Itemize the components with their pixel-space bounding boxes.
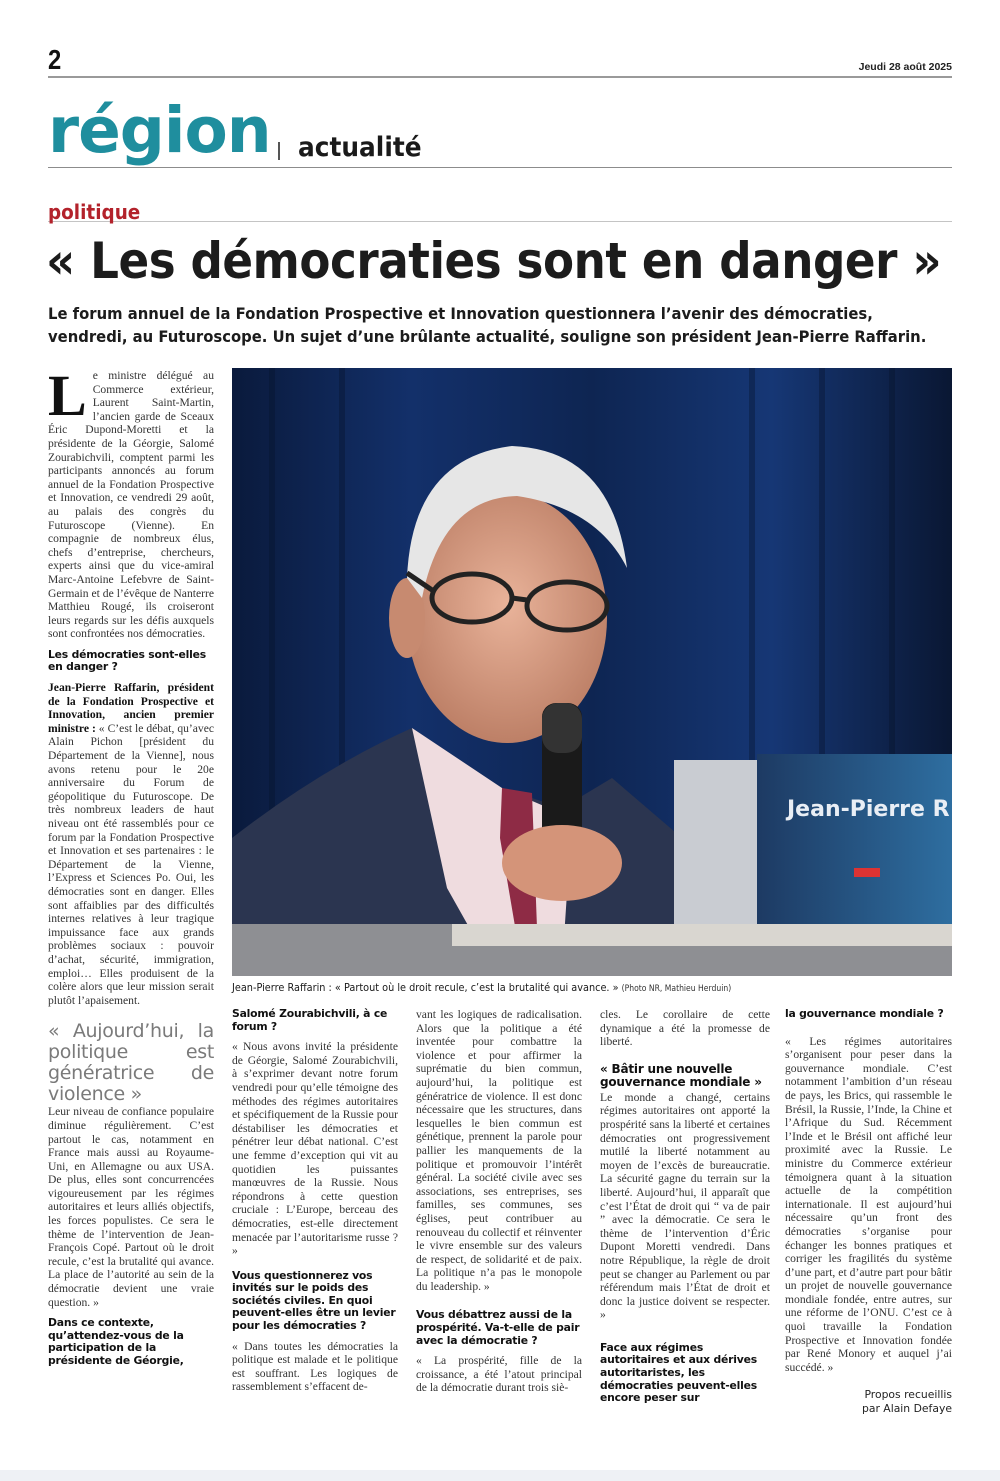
answer-4-part-2: cles. Le corollaire de cette dynamique a été la promesse de liberté. [600,1008,770,1049]
answer-3-part-2: vant les logiques de radicalisation. Alors que la politique a été inventée pour combattre la violence et pour affirmer la suprématie du bien commun, aujourd’hui, la politique est génératrice de violence. Il est donc nécessaire que les structures, dans lesquelles le bien commun est génétique, prennent la parole pour pallier les manquements de la politique et promouvoir l’intérêt général. La société civile avec ses associations, ses entreprises, ses familles, ses communes, ses églises, peut contribuer au renouveau du collectif et réinventer le vivre ensemble sur des valeurs de respect, de solidarité et de paix. La politique n’a pas le monopole du leadership. » [416,1008,582,1293]
answer-5: « Les régimes autoritaires s’organisent pour peser dans la gouvernance mondiale. C’est notamment l’ambition d’un réseau de pays, les Brics, qui rassemble le Brésil, la Russie, l’Inde, la Chine et l’Afrique du Sud. Récemment l’Inde et le Brésil ont affiché leur proximité avec la Russie. Le ministre du Commerce extérieur témoignera quant à la situation actuelle de la compétition internationale. Il est aujourd’hui nécessaire qu’un front des démocraties s’organise pour échanger les bonnes pratiques et corriger les fragilités du système d’une part, et d’autre part pour bâtir un projet de nouvelle gouvernance mondiale fondée, entre autres, sur une réforme de l’ONU. C’est ce à quoi travaille la Fondation Prospective et Innovation fondée par René Monory et auquel j’ai succédé. » [785,1034,952,1374]
question-5-part-2: la gouvernance mondiale ? [785,1007,944,1020]
pull-quote: « Aujourd’hui, la politique est génératrice de violence » [48,1020,214,1106]
column-5 [785,1008,952,1416]
page-folio [48,44,952,78]
question-2-part-2: Salomé Zourabichvili, à ce forum ? [232,1007,388,1033]
column-4 [600,1008,770,1412]
question-2-part-1: Dans ce contexte, qu’attendez-vous de la participation de la présidente de Géorgie, [48,1316,184,1367]
byline-line-1: Propos recueillis [864,1388,952,1402]
drop-cap: L [48,363,87,428]
answer-1-continued: Leur niveau de confiance populaire diminue régulièrement. C’est partout le cas, notamment en France mais aussi au Royaume-Uni, en Allemagne ou aux USA. De plus, elles sont concurrencées vigoureusement par les régimes autoritaires et leurs alliés objectifs, les forces populistes. Ce sera le thème de l’intervention de Jean-François Copé. Partout où le droit recule, c’est la brutalité qui avance. La place de l’autorité au sein de la démocratie devient une vraie question. » [48,1105,214,1309]
issue-date: Jeudi 28 août 2025 [858,61,952,73]
article-kicker: politique [48,200,141,224]
kicker-row [48,200,952,222]
byline-author: par Alain Defaye [861,1402,952,1416]
article-intro: Le ministre délégué au Commerce extérieur, Laurent Saint-Martin, l’ancien garde de Sceaux Éric Dupond-Moretti et la présidente de la Géorgie, Salomé Zourabichvili, comptent parmi les participants annoncés au forum annuel de la Fondation Prospective et Innovation, ce vendredi 29 août, au palais des congrès du Futuroscope (Vienne). En compagnie de nombreux élus, chefs d’entreprise, chercheurs, experts ainsi que du vice-amiral Marc-Antoine Lefebvre de Saint-Germain et de l’évêque de Nanterre Matthieu Rougé, ils croiseront leurs regards sur les défis auxquels sont confrontées nos démocraties. [48,363,214,641]
section-subrubric: actualité [298,132,422,163]
column-1 [48,363,215,1375]
svg-text:Jean-Pierre R: Jean-Pierre R [787,797,950,822]
intertitle: « Bâtir une nouvelle gouvernance mondiale » [600,1061,762,1089]
page-number: 2 [48,44,62,75]
question-4: Vous débattrez aussi de la prospérité. Va-t-elle de pair avec la démocratie ? [416,1308,580,1347]
column-3 [416,1008,582,1395]
answer-2: « Nous avons invité la présidente de Géorgie, Salomé Zourabichvili, à s’exprimer devant notre forum vendredi pour qu’elle témoigne des méthodes des régimes autoritaires et spécifiquement de la Russie pour déstabiliser les démocraties et pénétrer leur débat national. C’est une femme d’exception qui vit au quotidien les puissantes manœuvres de la Russie. Nous répondrons à cette question cruciale : L’Europe, berceau des démocraties, est-elle directement menacée par l’autoritarisme russe ? » [232,1040,398,1258]
article-headline: « Les démocraties sont en danger » [46,232,942,290]
photo-speaker-with-microphone-icon [232,368,952,976]
byline [785,1388,952,1416]
caption-text: Jean-Pierre Raffarin : « Partout où le droit recule, c’est la brutalité qui avance. » [232,981,619,994]
section-header [48,94,952,168]
photo-caption [232,981,898,994]
answer-4-continued: Le monde a changé, certains régimes autoritaires ont apporté la prospérité sans la liberté et certaines démocraties ont progressivement mutilé la liberté notamment au moyen de l’excès de bureaucratie. La sécurité gagne du terrain sur la liberté. Aujourd’hui, il apparaît que c’est l’État de droit qui “ va de pair ” avec la démocratie. Ce sera le thème de l’intervention d’Éric Dupont Moretti vendredi. Dans notre République, la règle de droit peut se changer au Parlement ou par référendum mais l’État de droit et donc la justice doivent se respecter. » [600,1090,770,1322]
photo-credit: (Photo NR, Mathieu Herduin) [621,984,732,994]
answer-4-part-1: « La prospérité, fille de la croissance, a été l’atout principal de la démocratie durant trois siè- [416,1354,582,1395]
question-3: Vous questionnerez vos invités sur le poids des sociétés civiles. En quoi peuvent-elles être un levier pour les démocraties ? [232,1268,396,1333]
column-2 [232,1008,398,1394]
question-1: Les démocraties sont-elles en danger ? [48,647,206,674]
section-rubric: région [48,94,271,167]
answer-1-speaker: Jean-Pierre Raffarin, président de la Fondation Prospective et Innovation, ancien premier ministre : [48,681,214,735]
answer-3-part-1: « Dans toutes les démocraties la politique est malade et le politique est souffrant. Les logiques de rassemblement s’effacent de- [232,1339,398,1394]
answer-1: Jean-Pierre Raffarin, président de la Fondation Prospective et Innovation, ancien premier ministre : « C’est le débat, qu’avec Alain Pichon [président du Département de la Vienne], nous avons retenu pour le 20e anniversaire du Forum de géopolitique du Futuroscope. De très nombreux leaders de haut niveau ont été rassemblés pour ce forum par la Fondation Prospective et Innovation et ses partenaires : le Département de la Vienne, l’Express et Sciences Po. Oui, les démocraties sont en danger. Elles sont affaiblies par des difficultés internes relatives à leur tragique impuissance face aux grands problèmes sociaux : pouvoir d’achat, sécurité, immigration, emploi… Elles produisent de la colère alors que leur mission serait plutôt l’apaisement. [48,681,215,1007]
page-bottom-band [0,1470,1000,1481]
article-standfirst: Le forum annuel de la Fondation Prospective et Innovation questionnera l’avenir des démocraties, vendredi, au Futuroscope. Un sujet d’une brûlante actualité, souligne son président Jean-Pierre Raffarin. [48,304,927,346]
article-photo [232,368,952,976]
question-5-part-1: Face aux régimes autoritaires et aux dérives autoritaristes, les démocraties peuvent-elles encore peser sur [600,1340,758,1405]
section-separator [278,142,280,160]
